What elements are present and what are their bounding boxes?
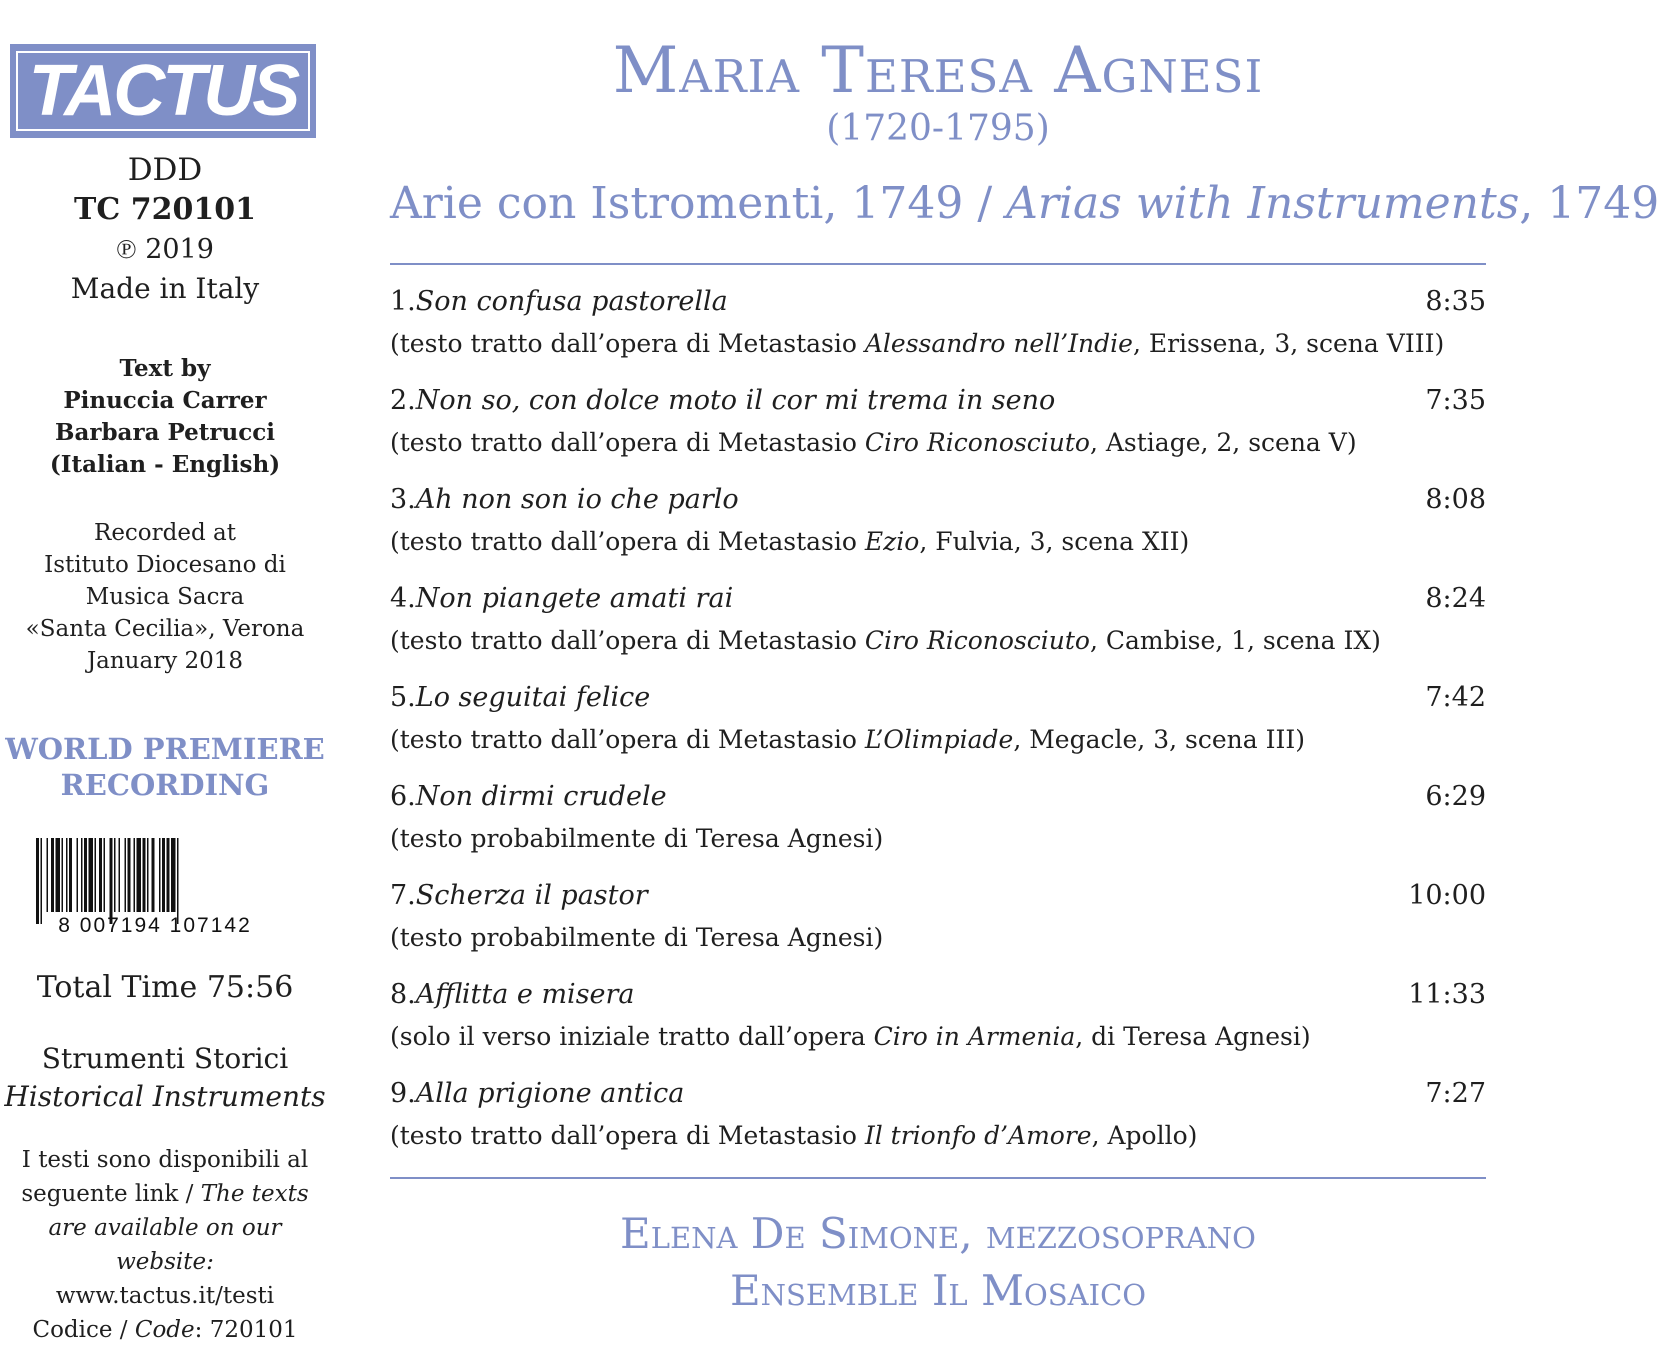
track-duration: 8:35 bbox=[1425, 286, 1486, 317]
barcode-bar bbox=[99, 838, 102, 912]
track-duration: 7:42 bbox=[1425, 682, 1486, 713]
barcode-bar bbox=[36, 838, 39, 924]
track-duration: 8:24 bbox=[1425, 583, 1486, 614]
barcode-bar bbox=[77, 838, 79, 912]
bottom-divider bbox=[390, 1177, 1486, 1179]
track-source-note: (testo tratto dall’opera di Metastasio Il trionfo d’Amore, Apollo) bbox=[390, 1121, 1198, 1150]
texts-availability: I testi sono disponibili al seguente link / The texts are available on our website: www.tactus.it/testi Codice / Code: 720101 bbox=[0, 1143, 330, 1347]
left-panel bbox=[0, 0, 330, 1350]
barcode-bar bbox=[171, 838, 176, 912]
barcode-bar bbox=[95, 838, 97, 912]
barcode-bar bbox=[110, 838, 113, 924]
track-duration: 6:29 bbox=[1425, 781, 1486, 812]
track-source-note: (testo tratto dall’opera di Metastasio Ezio, Fulvia, 3, scena XII) bbox=[390, 527, 1190, 556]
track-title: 9.Alla prigione antica bbox=[390, 1078, 685, 1109]
track-row bbox=[390, 678, 1486, 777]
track-duration: 7:35 bbox=[1425, 385, 1486, 416]
soloist-credit: Elena De Simone, mezzosoprano bbox=[620, 1209, 1256, 1258]
track-source-note: (testo probabilmente di Teresa Agnesi) bbox=[390, 824, 884, 853]
track-row bbox=[390, 579, 1486, 678]
track-title: 2.Non so, con dolce moto il cor mi trema in seno bbox=[390, 385, 1056, 416]
top-divider bbox=[390, 263, 1486, 265]
total-time: Total Time 75:56 bbox=[36, 970, 294, 1005]
barcode-bar bbox=[125, 838, 127, 912]
track-title: 5.Lo seguitai felice bbox=[390, 682, 651, 713]
barcode-bar bbox=[89, 838, 94, 912]
barcode-bar bbox=[51, 838, 54, 912]
barcode-bar bbox=[47, 838, 49, 912]
track-source-note: (testo tratto dall’opera di Metastasio L’Olimpiade, Megacle, 3, scena III) bbox=[390, 725, 1305, 754]
track-title: 7.Scherza il pastor bbox=[390, 880, 648, 911]
world-premiere-label: WORLD PREMIERE RECORDING bbox=[5, 732, 325, 802]
track-title: 8.Afflitta e misera bbox=[390, 979, 635, 1010]
right-panel bbox=[390, 0, 1659, 1350]
logo-text: TACTUS bbox=[28, 51, 298, 131]
barcode-bar bbox=[128, 838, 131, 912]
barcode-bar bbox=[81, 838, 83, 912]
barcode-bar bbox=[143, 838, 146, 912]
track-title: 3.Ah non son io che parlo bbox=[390, 484, 739, 515]
barcode-number: 8 007194 107142 bbox=[58, 914, 252, 937]
barcode-bar bbox=[162, 838, 165, 912]
barcode-bar bbox=[114, 838, 116, 912]
track-title: 6.Non dirmi crudele bbox=[390, 781, 667, 812]
barcode-bar bbox=[134, 838, 136, 912]
track-row bbox=[390, 975, 1486, 1074]
barcode-bar bbox=[119, 838, 121, 912]
track-duration: 10:00 bbox=[1408, 880, 1486, 911]
track-title: 4.Non piangete amati rai bbox=[390, 583, 734, 614]
text-by-block: Text by Pinuccia Carrer Barbara Petrucci (Italian - English) bbox=[49, 355, 281, 478]
code-line: Codice / Code: 720101 bbox=[32, 1317, 298, 1343]
instruments-note: Strumenti Storici Historical Instruments bbox=[4, 1042, 326, 1113]
track-source-note: (testo tratto dall’opera di Metastasio Alessandro nell’Indie, Erissena, 3, scena VIII) bbox=[390, 329, 1445, 358]
track-list bbox=[390, 282, 1486, 1173]
recording-info: Recorded at Istituto Diocesano di Musica Sacra «Santa Cecilia», Verona January 2018 bbox=[25, 520, 305, 674]
composer-dates: (1720-1795) bbox=[826, 108, 1050, 149]
barcode-bar bbox=[104, 838, 106, 912]
track-row bbox=[390, 480, 1486, 579]
track-row bbox=[390, 282, 1486, 381]
barcode-bar bbox=[137, 838, 142, 912]
ddd-label: DDD bbox=[127, 152, 203, 188]
barcode-bar bbox=[147, 838, 149, 912]
barcode-bar bbox=[84, 838, 87, 912]
barcode-bar bbox=[167, 838, 170, 912]
track-row bbox=[390, 777, 1486, 876]
barcode-bar bbox=[41, 838, 43, 924]
track-title: 1.Son confusa pastorella bbox=[390, 286, 728, 317]
barcode bbox=[30, 838, 280, 938]
track-row bbox=[390, 876, 1486, 975]
catalog-number: TC 720101 bbox=[74, 192, 256, 227]
track-source-note: (testo probabilmente di Teresa Agnesi) bbox=[390, 923, 884, 952]
track-duration: 11:33 bbox=[1408, 979, 1486, 1010]
track-source-note: (testo tratto dall’opera di Metastasio Ciro Riconosciuto, Cambise, 1, scena IX) bbox=[390, 626, 1381, 655]
tactus-logo bbox=[10, 44, 316, 138]
barcode-bar bbox=[66, 838, 68, 912]
barcode-bar bbox=[159, 838, 161, 912]
texts-url[interactable]: www.tactus.it/testi bbox=[55, 1283, 275, 1309]
track-source-note: (testo tratto dall’opera di Metastasio Ciro Riconosciuto, Astiage, 2, scena V) bbox=[390, 428, 1357, 457]
barcode-bar bbox=[69, 838, 72, 912]
barcode-bar bbox=[152, 838, 155, 912]
track-source-note: (solo il verso iniziale tratto dall’opera Ciro in Armenia, di Teresa Agnesi) bbox=[390, 1022, 1311, 1051]
made-in-label: Made in Italy bbox=[70, 272, 260, 305]
barcode-bar bbox=[62, 838, 64, 912]
composer-name: Maria Teresa Agnesi bbox=[612, 34, 1264, 108]
track-duration: 7:27 bbox=[1425, 1078, 1486, 1109]
track-row bbox=[390, 1074, 1486, 1173]
barcode-bar bbox=[177, 838, 179, 924]
phonogram-year: ℗ 2019 bbox=[116, 234, 214, 265]
ensemble-credit: Ensemble Il Mosaico bbox=[729, 1266, 1147, 1315]
album-subtitle: Arie con Istromenti, 1749 / Arias with Instruments, 1749 bbox=[390, 178, 1659, 229]
barcode-bar bbox=[56, 838, 61, 912]
track-duration: 8:08 bbox=[1425, 484, 1486, 515]
track-row bbox=[390, 381, 1486, 480]
